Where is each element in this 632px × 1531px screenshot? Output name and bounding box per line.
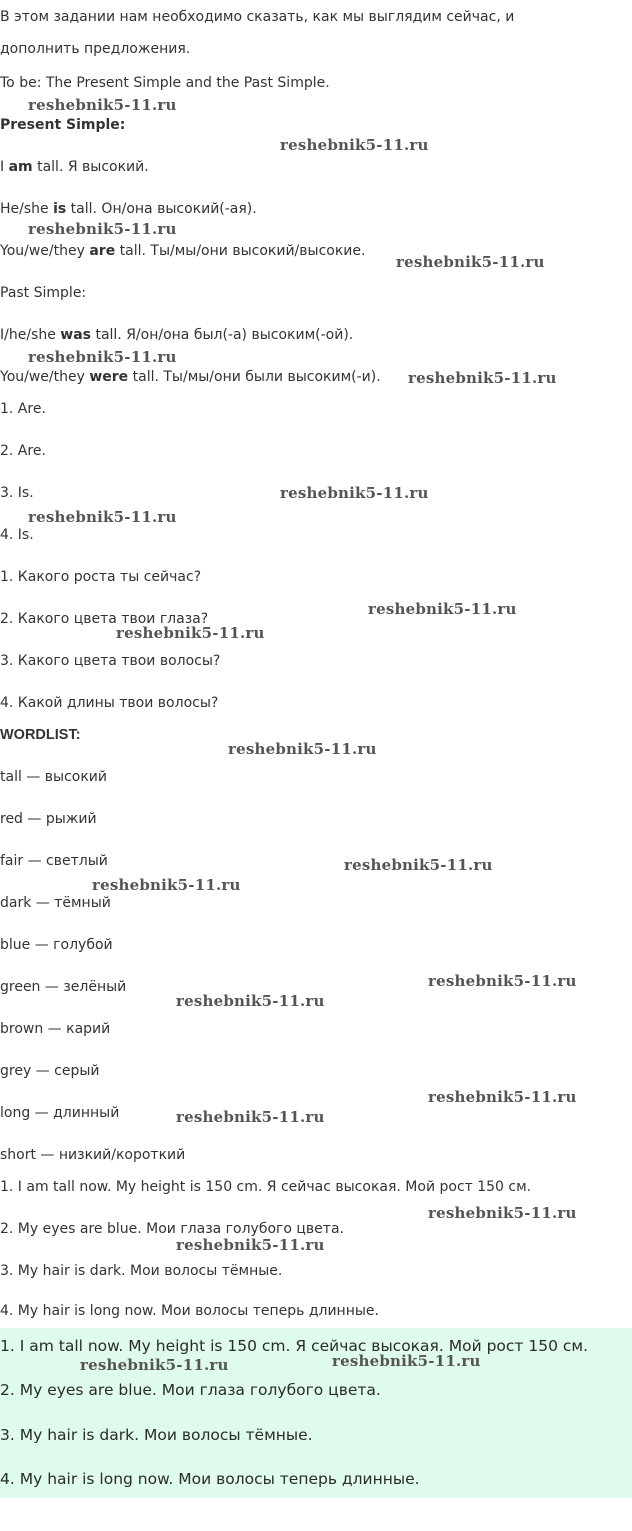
grammar-title: To be: The Present Simple and the Past Simple. [0,75,330,91]
wordlist-item: tall — высокий [0,769,107,785]
past-example-1: I/he/she was tall. Я/он/она был(-а) высоким(-ой). [0,327,354,343]
question-4: 4. Какой длины твои волосы? [0,695,219,711]
present-example-3: You/we/they are tall. Ты/мы/они высокий/высокие. [0,243,366,259]
watermark: reshebnik5-11.ru [428,972,577,990]
intro-line-2: дополнить предложения. [0,41,191,57]
final-answer-3: 3. My hair is dark. Мои волосы тёмные. [0,1426,313,1444]
short-answer-4: 4. Is. [0,527,34,543]
present-simple-heading: Present Simple: [0,117,126,133]
wordlist-heading: WORDLIST: [0,727,81,743]
wordlist-item: green — зелёный [0,979,127,995]
final-answer-1: 1. I am tall now. My height is 150 cm. Я сейчас высокая. Мой рост 150 см. [0,1337,589,1355]
watermark: reshebnik5-11.ru [428,1088,577,1106]
wordlist-item: grey — серый [0,1063,100,1079]
watermark: reshebnik5-11.ru [116,624,265,642]
watermark: reshebnik5-11.ru [368,600,517,618]
wordlist-item: blue — голубой [0,937,113,953]
question-1: 1. Какого роста ты сейчас? [0,569,202,585]
watermark: reshebnik5-11.ru [176,992,325,1010]
watermark: reshebnik5-11.ru [28,508,177,526]
wordlist-item: red — рыжий [0,811,97,827]
intro-line-1: В этом задании нам необходимо сказать, как мы выглядим сейчас, и [0,9,515,25]
question-2: 2. Какого цвета твои глаза? [0,611,209,627]
wordlist-item: brown — карий [0,1021,111,1037]
watermark: reshebnik5-11.ru [176,1236,325,1254]
watermark: reshebnik5-11.ru [92,876,241,894]
watermark: reshebnik5-11.ru [332,1352,481,1370]
watermark: reshebnik5-11.ru [280,484,429,502]
watermark: reshebnik5-11.ru [176,1108,325,1126]
final-answer-4: 4. My hair is long now. Мои волосы теперь длинные. [0,1470,420,1488]
question-3: 3. Какого цвета твои волосы? [0,653,221,669]
watermark: reshebnik5-11.ru [228,740,377,758]
watermark: reshebnik5-11.ru [344,856,493,874]
wordlist-item: fair — светлый [0,853,108,869]
wordlist-item: short — низкий/короткий [0,1147,186,1163]
watermark: reshebnik5-11.ru [28,348,177,366]
watermark: reshebnik5-11.ru [80,1356,229,1374]
watermark: reshebnik5-11.ru [280,136,429,154]
wordlist-item: dark — тёмный [0,895,111,911]
watermark: reshebnik5-11.ru [28,220,177,238]
sentence-1: 1. I am tall now. My height is 150 cm. Я сейчас высокая. Мой рост 150 см. [0,1179,532,1195]
watermark: reshebnik5-11.ru [428,1204,577,1222]
sentence-3: 3. My hair is dark. Мои волосы тёмные. [0,1263,283,1279]
short-answer-1: 1. Are. [0,401,46,417]
present-example-1: I am tall. Я высокий. [0,159,149,175]
watermark: reshebnik5-11.ru [28,96,177,114]
short-answer-2: 2. Are. [0,443,46,459]
final-answer-2: 2. My eyes are blue. Мои глаза голубого цвета. [0,1381,381,1399]
wordlist-item: long — длинный [0,1105,120,1121]
sentence-4: 4. My hair is long now. Мои волосы теперь длинные. [0,1303,379,1319]
watermark: reshebnik5-11.ru [396,253,545,271]
past-simple-heading: Past Simple: [0,285,87,301]
sentence-2: 2. My eyes are blue. Мои глаза голубого цвета. [0,1221,344,1237]
short-answer-3: 3. Is. [0,485,34,501]
watermark: reshebnik5-11.ru [408,369,557,387]
final-answer-box [0,1328,632,1498]
present-example-2: He/she is tall. Он/она высокий(-ая). [0,201,257,217]
past-example-2: You/we/they were tall. Ты/мы/они были высоким(-и). [0,369,381,385]
